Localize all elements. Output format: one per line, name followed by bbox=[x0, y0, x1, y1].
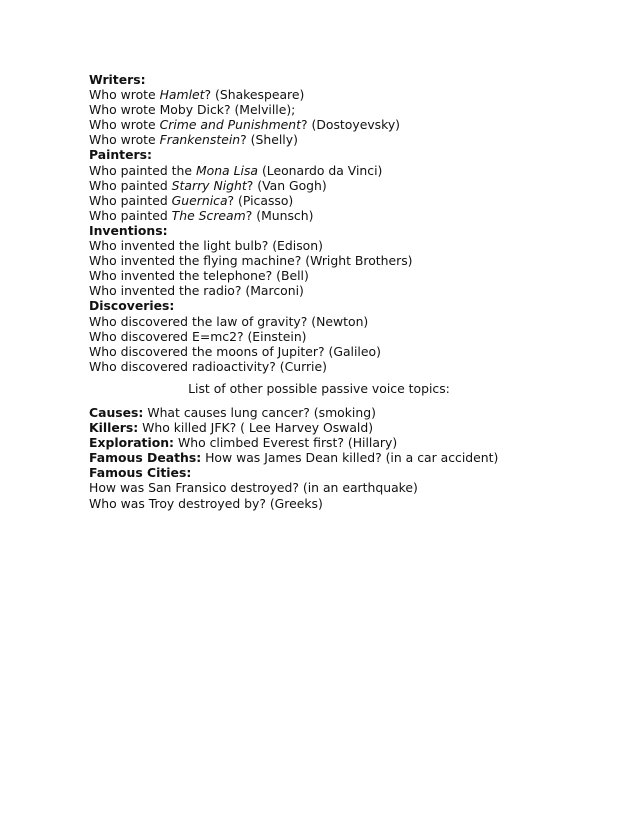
topic-line: Famous Deaths: How was James Dean killed? (in a car accident) bbox=[89, 450, 499, 466]
painters-line: Who painted Guernica? (Picasso) bbox=[89, 192, 294, 208]
topic-label: Famous Deaths: bbox=[89, 450, 202, 466]
cities-line: Who was Troy destroyed by? (Greeks) bbox=[89, 495, 323, 511]
painting-title: Guernica bbox=[171, 192, 228, 208]
work-title: Frankenstein bbox=[159, 132, 241, 148]
painting-title: Mona Lisa bbox=[195, 162, 258, 178]
topic-line: Causes: What causes lung cancer? (smoking) bbox=[89, 404, 376, 420]
inventions-heading: Inventions: bbox=[89, 222, 168, 238]
inventions-line: Who invented the light bulb? (Edison) bbox=[89, 238, 323, 254]
discoveries-line: Who discovered the law of gravity? (Newton) bbox=[89, 313, 369, 329]
writers-heading: Writers: bbox=[89, 72, 146, 87]
painting-title: Starry Night bbox=[171, 177, 247, 193]
painters-heading: Painters: bbox=[89, 147, 152, 163]
painting-title: The Scream bbox=[171, 207, 246, 223]
writers-line: Who wrote Moby Dick? (Melville); bbox=[89, 102, 296, 118]
painters-line: Who painted the Mona Lisa (Leonardo da Vinci) bbox=[89, 162, 383, 178]
writers-line: Who wrote Frankenstein? (Shelly) bbox=[89, 132, 298, 148]
topic-label: Famous Cities: bbox=[89, 465, 192, 481]
work-title: Crime and Punishment bbox=[159, 117, 301, 133]
cities-line: How was San Fransico destroyed? (in an earthquake) bbox=[89, 480, 418, 496]
discoveries-heading: Discoveries: bbox=[89, 298, 175, 314]
inventions-line: Who invented the telephone? (Bell) bbox=[89, 268, 309, 284]
discoveries-line: Who discovered the moons of Jupiter? (Galileo) bbox=[89, 343, 381, 359]
writers-line: Who wrote Hamlet? (Shakespeare) bbox=[89, 87, 305, 103]
discoveries-line: Who discovered E=mc2? (Einstein) bbox=[89, 328, 307, 344]
topic-line: Exploration: Who climbed Everest first? (Hillary) bbox=[89, 435, 398, 451]
discoveries-line: Who discovered radioactivity? (Currie) bbox=[89, 358, 327, 374]
painters-line: Who painted The Scream? (Munsch) bbox=[89, 207, 314, 223]
inventions-line: Who invented the radio? (Marconi) bbox=[89, 283, 304, 299]
topic-line bbox=[89, 465, 609, 480]
topic-label: Causes: bbox=[89, 404, 144, 420]
writers-line: Who wrote Crime and Punishment? (Dostoyevsky) bbox=[89, 117, 401, 133]
work-title: Hamlet bbox=[159, 87, 205, 103]
document-page bbox=[89, 72, 609, 511]
painters-line: Who painted Starry Night? (Van Gogh) bbox=[89, 177, 327, 193]
inventions-line: Who invented the flying machine? (Wright Brothers) bbox=[89, 253, 413, 269]
topic-label: Killers: bbox=[89, 420, 139, 436]
topic-line: Killers: Who killed JFK? ( Lee Harvey Oswald) bbox=[89, 420, 374, 436]
topic-label: Exploration: bbox=[89, 435, 175, 451]
other-topics-heading: List of other possible passive voice topics: bbox=[188, 380, 450, 396]
